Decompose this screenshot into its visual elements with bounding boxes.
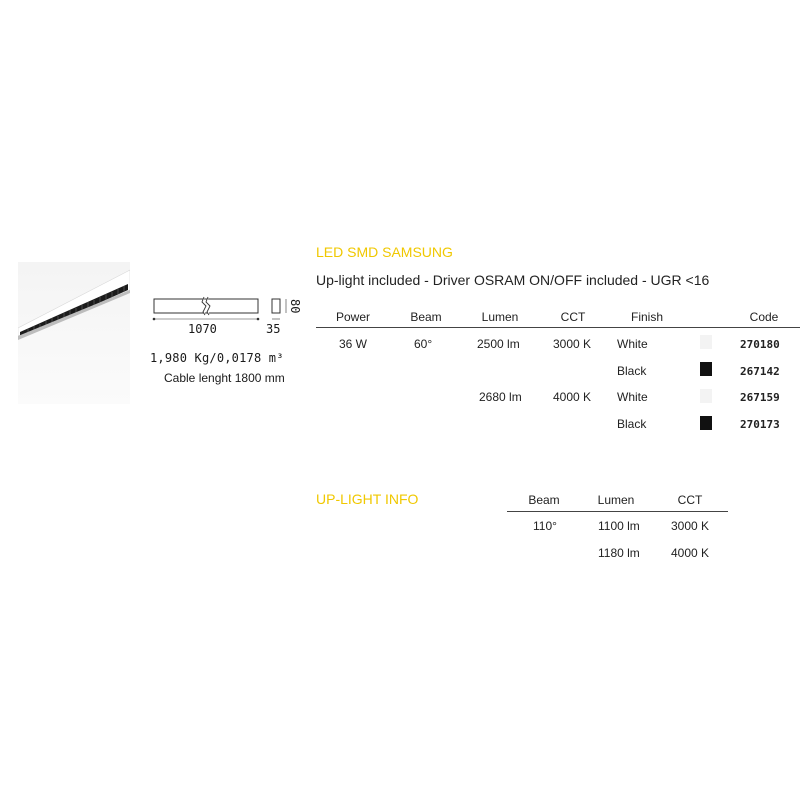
cell-cct: 3000 K — [671, 519, 710, 533]
cell-lumen: 2680 lm — [479, 390, 522, 404]
black-swatch — [700, 362, 712, 376]
cell-beam: 110° — [533, 519, 557, 533]
cell-lumen: 1100 lm — [598, 519, 640, 533]
cell-finish: Black — [617, 417, 647, 431]
white-swatch — [700, 335, 712, 349]
length-dimension: 1070 — [188, 322, 217, 336]
section-subtitle: Up-light included - Driver OSRAM ON/OFF included - UGR <16 — [316, 272, 710, 288]
cell-lumen: 1180 lm — [598, 546, 640, 560]
cell-power: 36 W — [339, 337, 368, 351]
cell-code: 270180 — [740, 338, 780, 351]
cell-finish: White — [617, 337, 648, 351]
weight-volume: 1,980 Kg/0,0178 m³ — [150, 351, 284, 365]
header-finish: Finish — [630, 310, 663, 324]
cell-lumen: 2500 lm — [477, 337, 520, 351]
section-title-uplight: UP-LIGHT INFO — [316, 491, 419, 507]
cell-finish: White — [617, 390, 648, 404]
header-lumen: Lumen — [481, 310, 519, 324]
height-dimension: 80 — [288, 299, 302, 314]
cell-cct: 3000 K — [553, 337, 592, 351]
header-cct: CCT — [560, 310, 586, 324]
cell-cct: 4000 K — [671, 546, 710, 560]
header-beam: Beam — [410, 310, 442, 324]
uplight-header-divider — [507, 511, 728, 512]
header-divider — [316, 327, 800, 328]
header-power: Power — [335, 310, 370, 324]
black-swatch — [700, 416, 712, 430]
cable-length: Cable lenght 1800 mm — [164, 371, 285, 385]
header-beam: Beam — [528, 493, 560, 507]
header-lumen: Lumen — [597, 493, 635, 507]
cell-finish: Black — [617, 364, 647, 378]
cell-beam: 60° — [414, 337, 433, 351]
header-cct: CCT — [677, 493, 703, 507]
cell-code: 270173 — [740, 418, 780, 431]
product-image — [18, 262, 130, 404]
cell-code: 267142 — [740, 365, 780, 378]
header-code: Code — [749, 310, 779, 324]
section-title-led: LED SMD SAMSUNG — [316, 244, 453, 260]
cell-cct: 4000 K — [553, 390, 592, 404]
white-swatch — [700, 389, 712, 403]
cell-code: 267159 — [740, 391, 780, 404]
width-dimension: 35 — [266, 322, 281, 336]
dimension-drawing — [148, 296, 308, 338]
